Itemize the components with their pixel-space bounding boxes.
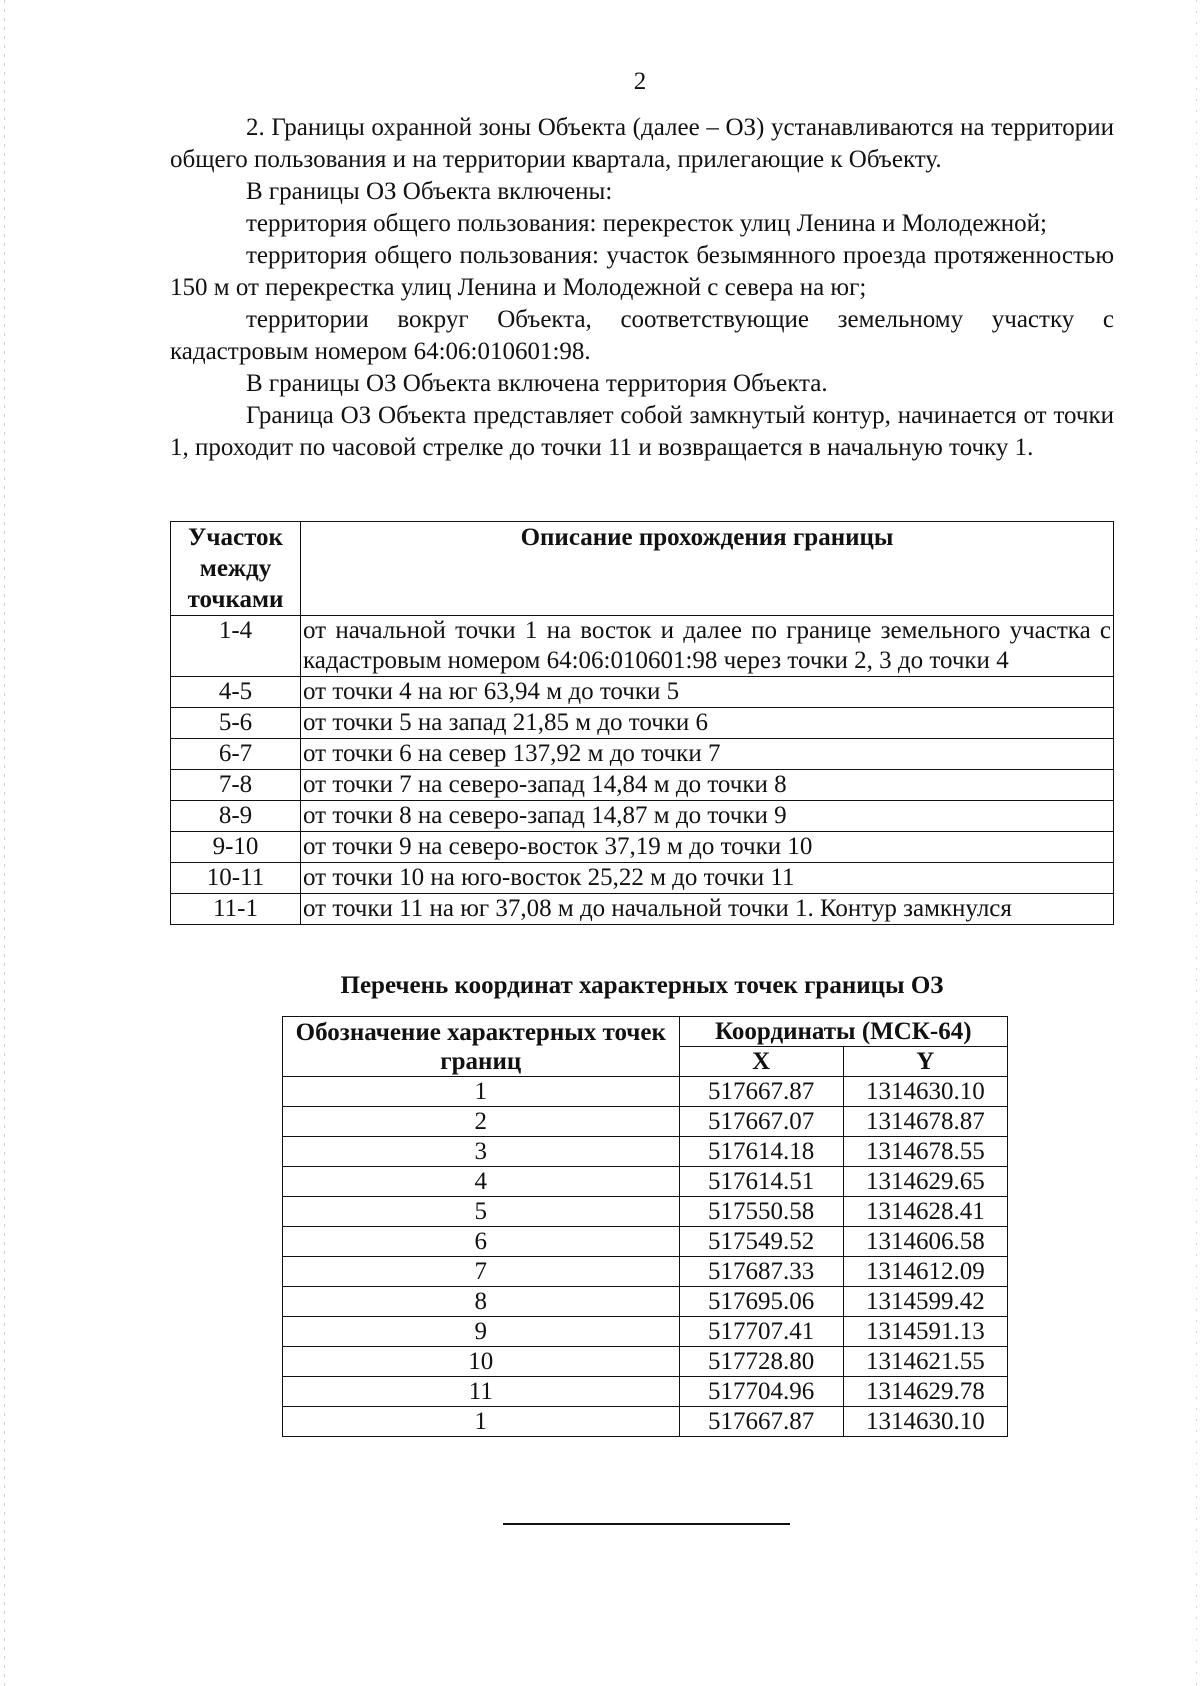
point-cell: 6 <box>283 1227 680 1257</box>
point-cell: 11 <box>283 1377 680 1407</box>
table-row <box>171 677 1114 708</box>
segment-cell: 8-9 <box>171 801 301 832</box>
x-cell: 517550.58 <box>679 1197 843 1227</box>
y-cell: 1314629.65 <box>843 1167 1007 1197</box>
table-row <box>171 894 1114 925</box>
paragraph-passage: территория общего пользования: участок безымянного проезда протяженностью 150 м от перекрестка улиц Ленина и Молодежной с севера на юг; <box>170 242 1114 301</box>
table-row <box>283 1227 1008 1257</box>
description-cell: от точки 8 на северо-запад 14,87 м до точки 9 <box>301 801 1114 832</box>
description-cell: от точки 6 на север 137,92 м до точки 7 <box>301 739 1114 770</box>
point-cell: 2 <box>283 1107 680 1137</box>
header-x: X <box>679 1047 843 1077</box>
table-row <box>283 1407 1008 1437</box>
table-row <box>171 801 1114 832</box>
scan-edge-right <box>1196 0 1197 1686</box>
table-row <box>283 1377 1008 1407</box>
y-cell: 1314630.10 <box>843 1077 1007 1107</box>
table-row <box>171 616 1114 677</box>
table-row <box>283 1257 1008 1287</box>
point-cell: 10 <box>283 1347 680 1377</box>
description-cell: от точки 5 на запад 21,85 м до точки 6 <box>301 708 1114 739</box>
description-cell: от точки 11 на юг 37,08 м до начальной точки 1. Контур замкнулся <box>301 894 1114 925</box>
y-cell: 1314612.09 <box>843 1257 1007 1287</box>
body-text <box>170 112 1114 464</box>
x-cell: 517549.52 <box>679 1227 843 1257</box>
paragraph-object-territory: В границы ОЗ Объекта включена территория Объекта. <box>246 370 828 397</box>
description-cell: от точки 10 на юго-восток 25,22 м до точки 11 <box>301 863 1114 894</box>
point-cell: 8 <box>283 1287 680 1317</box>
coords-header-row-1 <box>283 1017 1008 1047</box>
y-cell: 1314628.41 <box>843 1197 1007 1227</box>
paragraph-included-heading: В границы ОЗ Объекта включены: <box>246 178 613 205</box>
description-cell: от точки 4 на юг 63,94 м до точки 5 <box>301 677 1114 708</box>
page-number: 2 <box>633 68 647 95</box>
x-cell: 517667.07 <box>679 1107 843 1137</box>
boundary-description-table <box>170 521 1114 925</box>
coords-section-title: Перечень координат характерных точек границы ОЗ <box>340 972 944 999</box>
table-row <box>283 1077 1008 1107</box>
y-cell: 1314599.42 <box>843 1287 1007 1317</box>
coordinates-table <box>282 1016 1008 1437</box>
point-cell: 3 <box>283 1137 680 1167</box>
x-cell: 517704.96 <box>679 1377 843 1407</box>
y-cell: 1314630.10 <box>843 1407 1007 1437</box>
y-cell: 1314606.58 <box>843 1227 1007 1257</box>
segment-cell: 1-4 <box>171 616 301 677</box>
y-cell: 1314591.13 <box>843 1317 1007 1347</box>
table-row <box>171 770 1114 801</box>
paragraph-cadastral: территории вокруг Объекта, соответствующие земельному участку с кадастровым номером 64:06:010601:98. <box>170 306 1114 365</box>
x-cell: 517728.80 <box>679 1347 843 1377</box>
header-y: Y <box>843 1047 1007 1077</box>
table-row <box>283 1317 1008 1347</box>
table-row <box>171 739 1114 770</box>
description-cell: от точки 9 на северо-восток 37,19 м до точки 10 <box>301 832 1114 863</box>
segment-cell: 6-7 <box>171 739 301 770</box>
table-row <box>283 1287 1008 1317</box>
x-cell: 517614.18 <box>679 1137 843 1167</box>
y-cell: 1314678.87 <box>843 1107 1007 1137</box>
point-cell: 7 <box>283 1257 680 1287</box>
paragraph-zone-boundaries: 2. Границы охранной зоны Объекта (далее – ОЗ) устанавливаются на территории общего пользования и на территории квартала, прилегающие к Объекту. <box>170 114 1114 173</box>
table-row <box>283 1167 1008 1197</box>
header-point-designation: Обозначение характерных точек границ <box>283 1017 680 1077</box>
scan-edge-left <box>4 0 5 1686</box>
header-segment: Участок между точками <box>171 522 301 616</box>
segment-cell: 9-10 <box>171 832 301 863</box>
x-cell: 517667.87 <box>679 1407 843 1437</box>
table-row <box>283 1137 1008 1167</box>
point-cell: 5 <box>283 1197 680 1227</box>
x-cell: 517687.33 <box>679 1257 843 1287</box>
table-row <box>171 863 1114 894</box>
point-cell: 1 <box>283 1077 680 1107</box>
segment-cell: 5-6 <box>171 708 301 739</box>
segment-cell: 11-1 <box>171 894 301 925</box>
table-row <box>283 1107 1008 1137</box>
point-cell: 9 <box>283 1317 680 1347</box>
y-cell: 1314621.55 <box>843 1347 1007 1377</box>
description-cell: от начальной точки 1 на восток и далее по границе земельного участка с кадастровым номером 64:06:010601:98 через точки 2, 3 до точки 4 <box>301 616 1114 677</box>
description-cell: от точки 7 на северо-запад 14,84 м до точки 8 <box>301 770 1114 801</box>
point-cell: 4 <box>283 1167 680 1197</box>
x-cell: 517695.06 <box>679 1287 843 1317</box>
x-cell: 517667.87 <box>679 1077 843 1107</box>
header-coordinates: Координаты (МСК-64) <box>679 1017 1007 1047</box>
table-row <box>171 708 1114 739</box>
table-row <box>171 832 1114 863</box>
end-of-document-rule <box>503 1523 790 1525</box>
paragraph-contour: Граница ОЗ Объекта представляет собой замкнутый контур, начинается от точки 1, проходит по часовой стрелке до точки 11 и возвращается в начальную точку 1. <box>170 402 1114 461</box>
x-cell: 517707.41 <box>679 1317 843 1347</box>
segment-cell: 10-11 <box>171 863 301 894</box>
segment-cell: 7-8 <box>171 770 301 801</box>
table-row <box>283 1197 1008 1227</box>
y-cell: 1314678.55 <box>843 1137 1007 1167</box>
segment-cell: 4-5 <box>171 677 301 708</box>
header-description: Описание прохождения границы <box>301 522 1114 616</box>
boundary-table-header <box>171 522 1114 616</box>
point-cell: 1 <box>283 1407 680 1437</box>
paragraph-intersection: территория общего пользования: перекресток улиц Ленина и Молодежной; <box>246 210 1047 237</box>
x-cell: 517614.51 <box>679 1167 843 1197</box>
table-row <box>283 1347 1008 1377</box>
y-cell: 1314629.78 <box>843 1377 1007 1407</box>
